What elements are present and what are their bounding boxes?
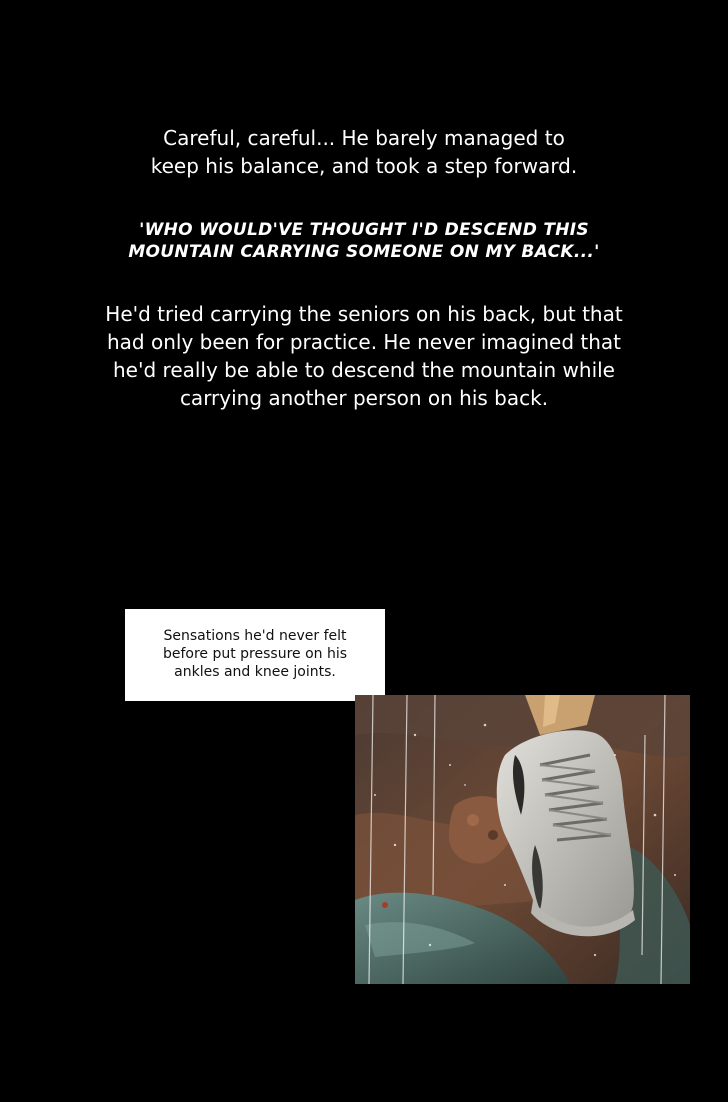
narration-line: he'd really be able to descend the mountain while [113, 358, 615, 382]
sneaker-illustration [355, 695, 690, 984]
narration-text-balance [0, 124, 728, 180]
narration-line: keep his balance, and took a step forward. [150, 154, 578, 178]
narration-line: had only been for practice. He never imagined that [106, 330, 622, 354]
narration-line: He'd tried carrying the seniors on his back, but that [105, 302, 623, 326]
thought-line: MOUNTAIN CARRYING SOMEONE ON MY BACK...' [128, 242, 600, 262]
comic-panel-sneaker-step [355, 695, 690, 984]
thought-line: 'WHO WOULD'VE THOUGHT I'D DESCEND THIS [139, 220, 589, 240]
caption-line: before put pressure on his [162, 646, 348, 662]
inner-thought-text [0, 219, 728, 263]
caption-line: Sensations he'd never felt [163, 628, 347, 644]
caption-box [125, 609, 385, 701]
narration-line: carrying another person on his back. [179, 386, 549, 410]
caption-line: ankles and knee joints. [174, 664, 336, 680]
narration-text-carrying [0, 300, 728, 412]
narration-line: Careful, careful... He barely managed to [163, 126, 565, 150]
